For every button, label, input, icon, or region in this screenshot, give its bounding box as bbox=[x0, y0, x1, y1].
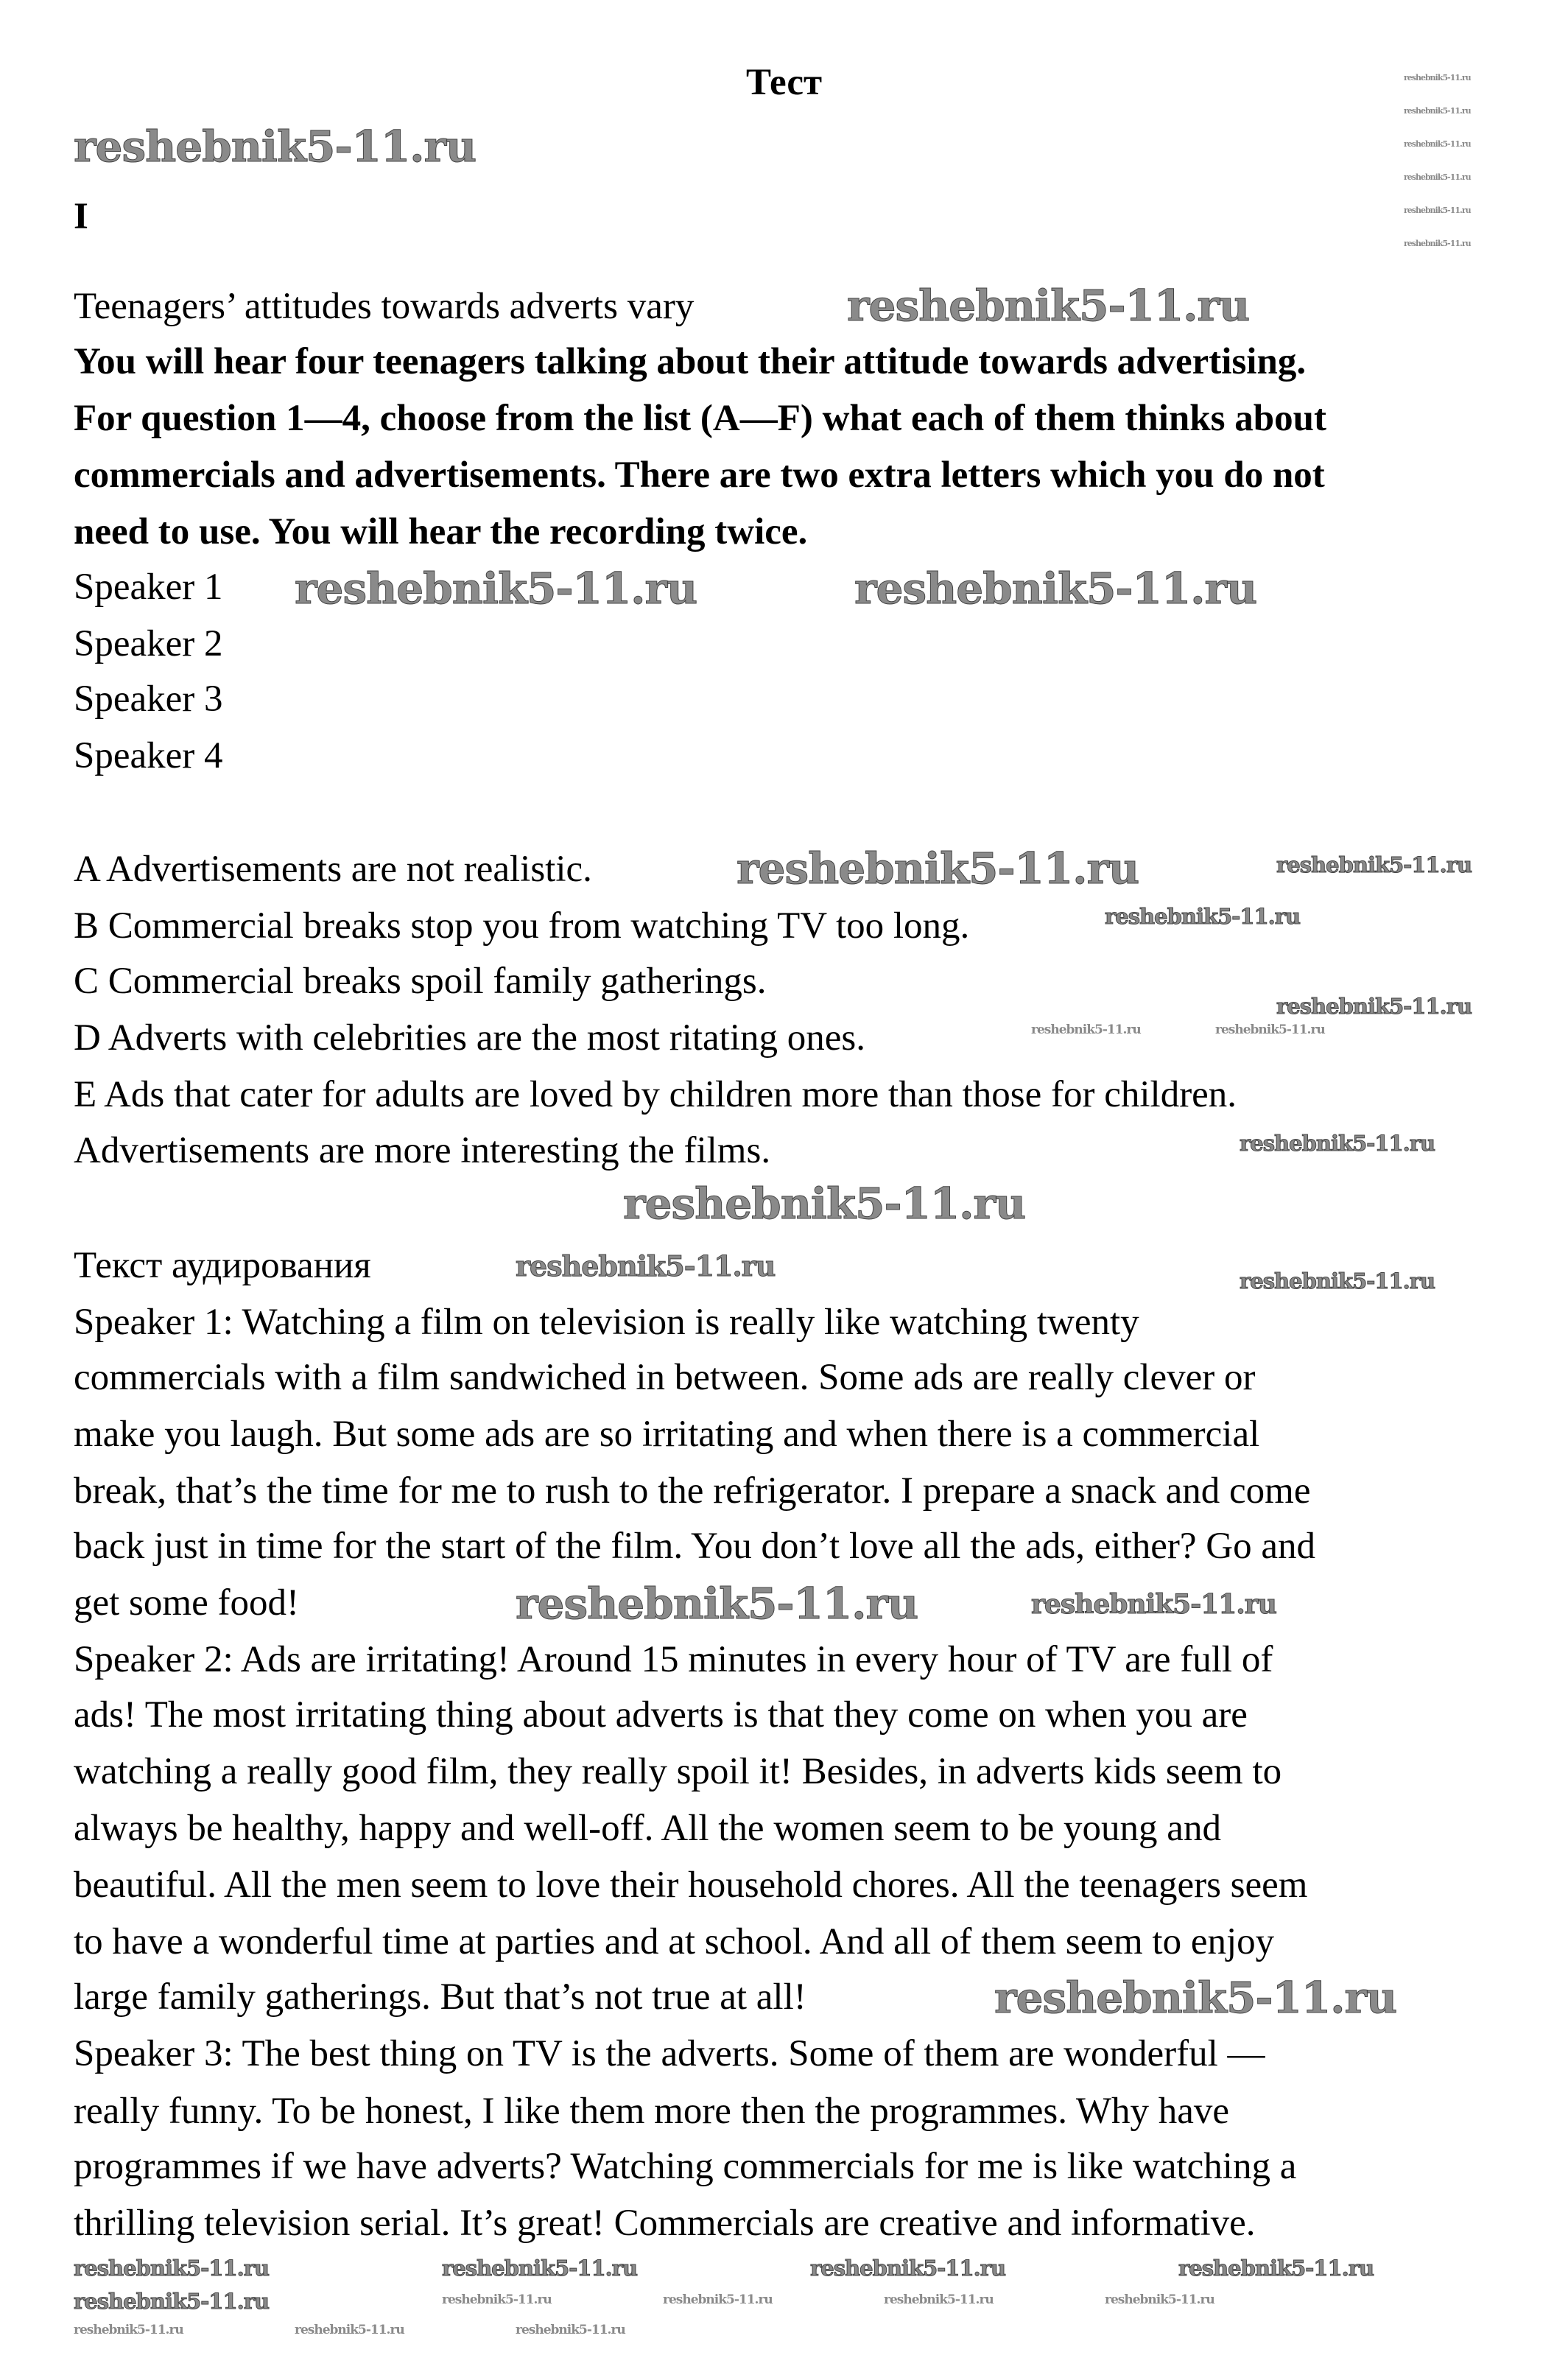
watermark: reshebnik5-11.ru bbox=[1404, 206, 1471, 215]
watermark: reshebnik5-11.ru bbox=[1404, 172, 1471, 182]
page-title: Тест bbox=[745, 62, 823, 103]
transcript-line: ads! The most irritating thing about adverts is that they come on when you are bbox=[74, 1694, 1248, 1736]
transcript-line: really funny. To be honest, I like them more then the programmes. Why have bbox=[74, 2091, 1229, 2132]
transcript-line: thrilling television serial. It’s great! Commercials are creative and informative. bbox=[74, 2203, 1256, 2244]
transcript-line: Speaker 3: The best thing on TV is the adverts. Some of them are wonderful — bbox=[74, 2033, 1265, 2074]
watermark: reshebnik5-11.ru bbox=[1276, 994, 1472, 1019]
watermark: reshebnik5-11.ru bbox=[74, 2323, 183, 2337]
watermark: reshebnik5-11.ru bbox=[1404, 139, 1471, 149]
transcript-line: Speaker 2: Ads are irritating! Around 15 minutes in every hour of TV are full of bbox=[74, 1639, 1273, 1680]
watermark: reshebnik5-11.ru bbox=[516, 1579, 918, 1629]
watermark: reshebnik5-11.ru bbox=[810, 2256, 1006, 2281]
transcript-line: to have a wonderful time at parties and at school. And all of them seem to enjoy bbox=[74, 1921, 1275, 1962]
watermark: reshebnik5-11.ru bbox=[854, 564, 1257, 614]
watermark: reshebnik5-11.ru bbox=[442, 2256, 638, 2281]
speaker-label: Speaker 1 bbox=[74, 566, 223, 608]
watermark: reshebnik5-11.ru bbox=[1105, 2292, 1214, 2307]
transcript-line: beautiful. All the men seem to love their household chores. All the teenagers seem bbox=[74, 1864, 1308, 1906]
option-d: D Adverts with celebrities are the most ritating ones. bbox=[74, 1017, 865, 1059]
watermark: reshebnik5-11.ru bbox=[1240, 1131, 1435, 1156]
watermark: reshebnik5-11.ru bbox=[1031, 1589, 1276, 1620]
watermark: reshebnik5-11.ru bbox=[1031, 1022, 1141, 1037]
watermark: reshebnik5-11.ru bbox=[994, 1973, 1397, 2023]
watermark: reshebnik5-11.ru bbox=[884, 2292, 994, 2307]
instruction-line: commercials and advertisements. There are two extra letters which you do not bbox=[74, 455, 1325, 496]
transcript-heading: Текст аудирования bbox=[74, 1245, 371, 1286]
watermark: reshebnik5-11.ru bbox=[1404, 239, 1471, 248]
instruction-line: You will hear four teenagers talking about their attitude towards advertising. bbox=[74, 341, 1307, 382]
task-title: Teenagers’ attitudes towards adverts vary bbox=[74, 286, 695, 327]
watermark: reshebnik5-11.ru bbox=[1105, 904, 1301, 929]
section-number: I bbox=[74, 196, 88, 237]
watermark: reshebnik5-11.ru bbox=[623, 1179, 1026, 1229]
watermark: reshebnik5-11.ru bbox=[663, 2292, 773, 2307]
watermark: reshebnik5-11.ru bbox=[1178, 2256, 1374, 2281]
transcript-line: always be healthy, happy and well-off. All the women seem to be young and bbox=[74, 1808, 1221, 1849]
speaker-label: Speaker 3 bbox=[74, 678, 223, 720]
option-f: Advertisements are more interesting the films. bbox=[74, 1130, 771, 1171]
option-a: A Advertisements are not realistic. bbox=[74, 849, 592, 890]
transcript-line: break, that’s the time for me to rush to the refrigerator. I prepare a snack and come bbox=[74, 1470, 1311, 1512]
speaker-label: Speaker 2 bbox=[74, 623, 223, 664]
speaker-label: Speaker 4 bbox=[74, 735, 223, 776]
watermark: reshebnik5-11.ru bbox=[74, 122, 477, 172]
watermark: reshebnik5-11.ru bbox=[74, 2256, 270, 2281]
instruction-line: need to use. You will hear the recording twice. bbox=[74, 511, 808, 552]
transcript-line: back just in time for the start of the film. You don’t love all the ads, either? Go and bbox=[74, 1526, 1315, 1567]
watermark: reshebnik5-11.ru bbox=[516, 1249, 776, 1282]
watermark: reshebnik5-11.ru bbox=[1404, 73, 1471, 83]
transcript-line: large family gatherings. But that’s not true at all! bbox=[74, 1976, 806, 2018]
transcript-line: make you laugh. But some ads are so irritating and when there is a commercial bbox=[74, 1414, 1260, 1455]
watermark: reshebnik5-11.ru bbox=[736, 843, 1139, 894]
instruction-line: For question 1—4, choose from the list (A—F) what each of them thinks about bbox=[74, 398, 1326, 439]
watermark: reshebnik5-11.ru bbox=[847, 281, 1250, 331]
watermark: reshebnik5-11.ru bbox=[1276, 852, 1472, 877]
watermark: reshebnik5-11.ru bbox=[1215, 1022, 1325, 1037]
transcript-line: watching a really good film, they really spoil it! Besides, in adverts kids seem to bbox=[74, 1751, 1282, 1792]
option-b: B Commercial breaks stop you from watching TV too long. bbox=[74, 905, 970, 947]
transcript-line: get some food! bbox=[74, 1582, 299, 1624]
watermark: reshebnik5-11.ru bbox=[442, 2292, 552, 2307]
option-c: C Commercial breaks spoil family gatherings. bbox=[74, 961, 767, 1002]
transcript-line: Speaker 1: Watching a film on television is really like watching twenty bbox=[74, 1302, 1139, 1343]
watermark: reshebnik5-11.ru bbox=[516, 2323, 625, 2337]
watermark: reshebnik5-11.ru bbox=[295, 2323, 404, 2337]
option-e: E Ads that cater for adults are loved by children more than those for children. bbox=[74, 1074, 1237, 1115]
watermark: reshebnik5-11.ru bbox=[74, 2289, 270, 2314]
watermark: reshebnik5-11.ru bbox=[1240, 1269, 1435, 1294]
transcript-line: programmes if we have adverts? Watching commercials for me is like watching a bbox=[74, 2146, 1297, 2187]
transcript-line: commercials with a film sandwiched in between. Some ads are really clever or bbox=[74, 1357, 1256, 1398]
watermark: reshebnik5-11.ru bbox=[295, 564, 697, 614]
watermark: reshebnik5-11.ru bbox=[1404, 106, 1471, 116]
